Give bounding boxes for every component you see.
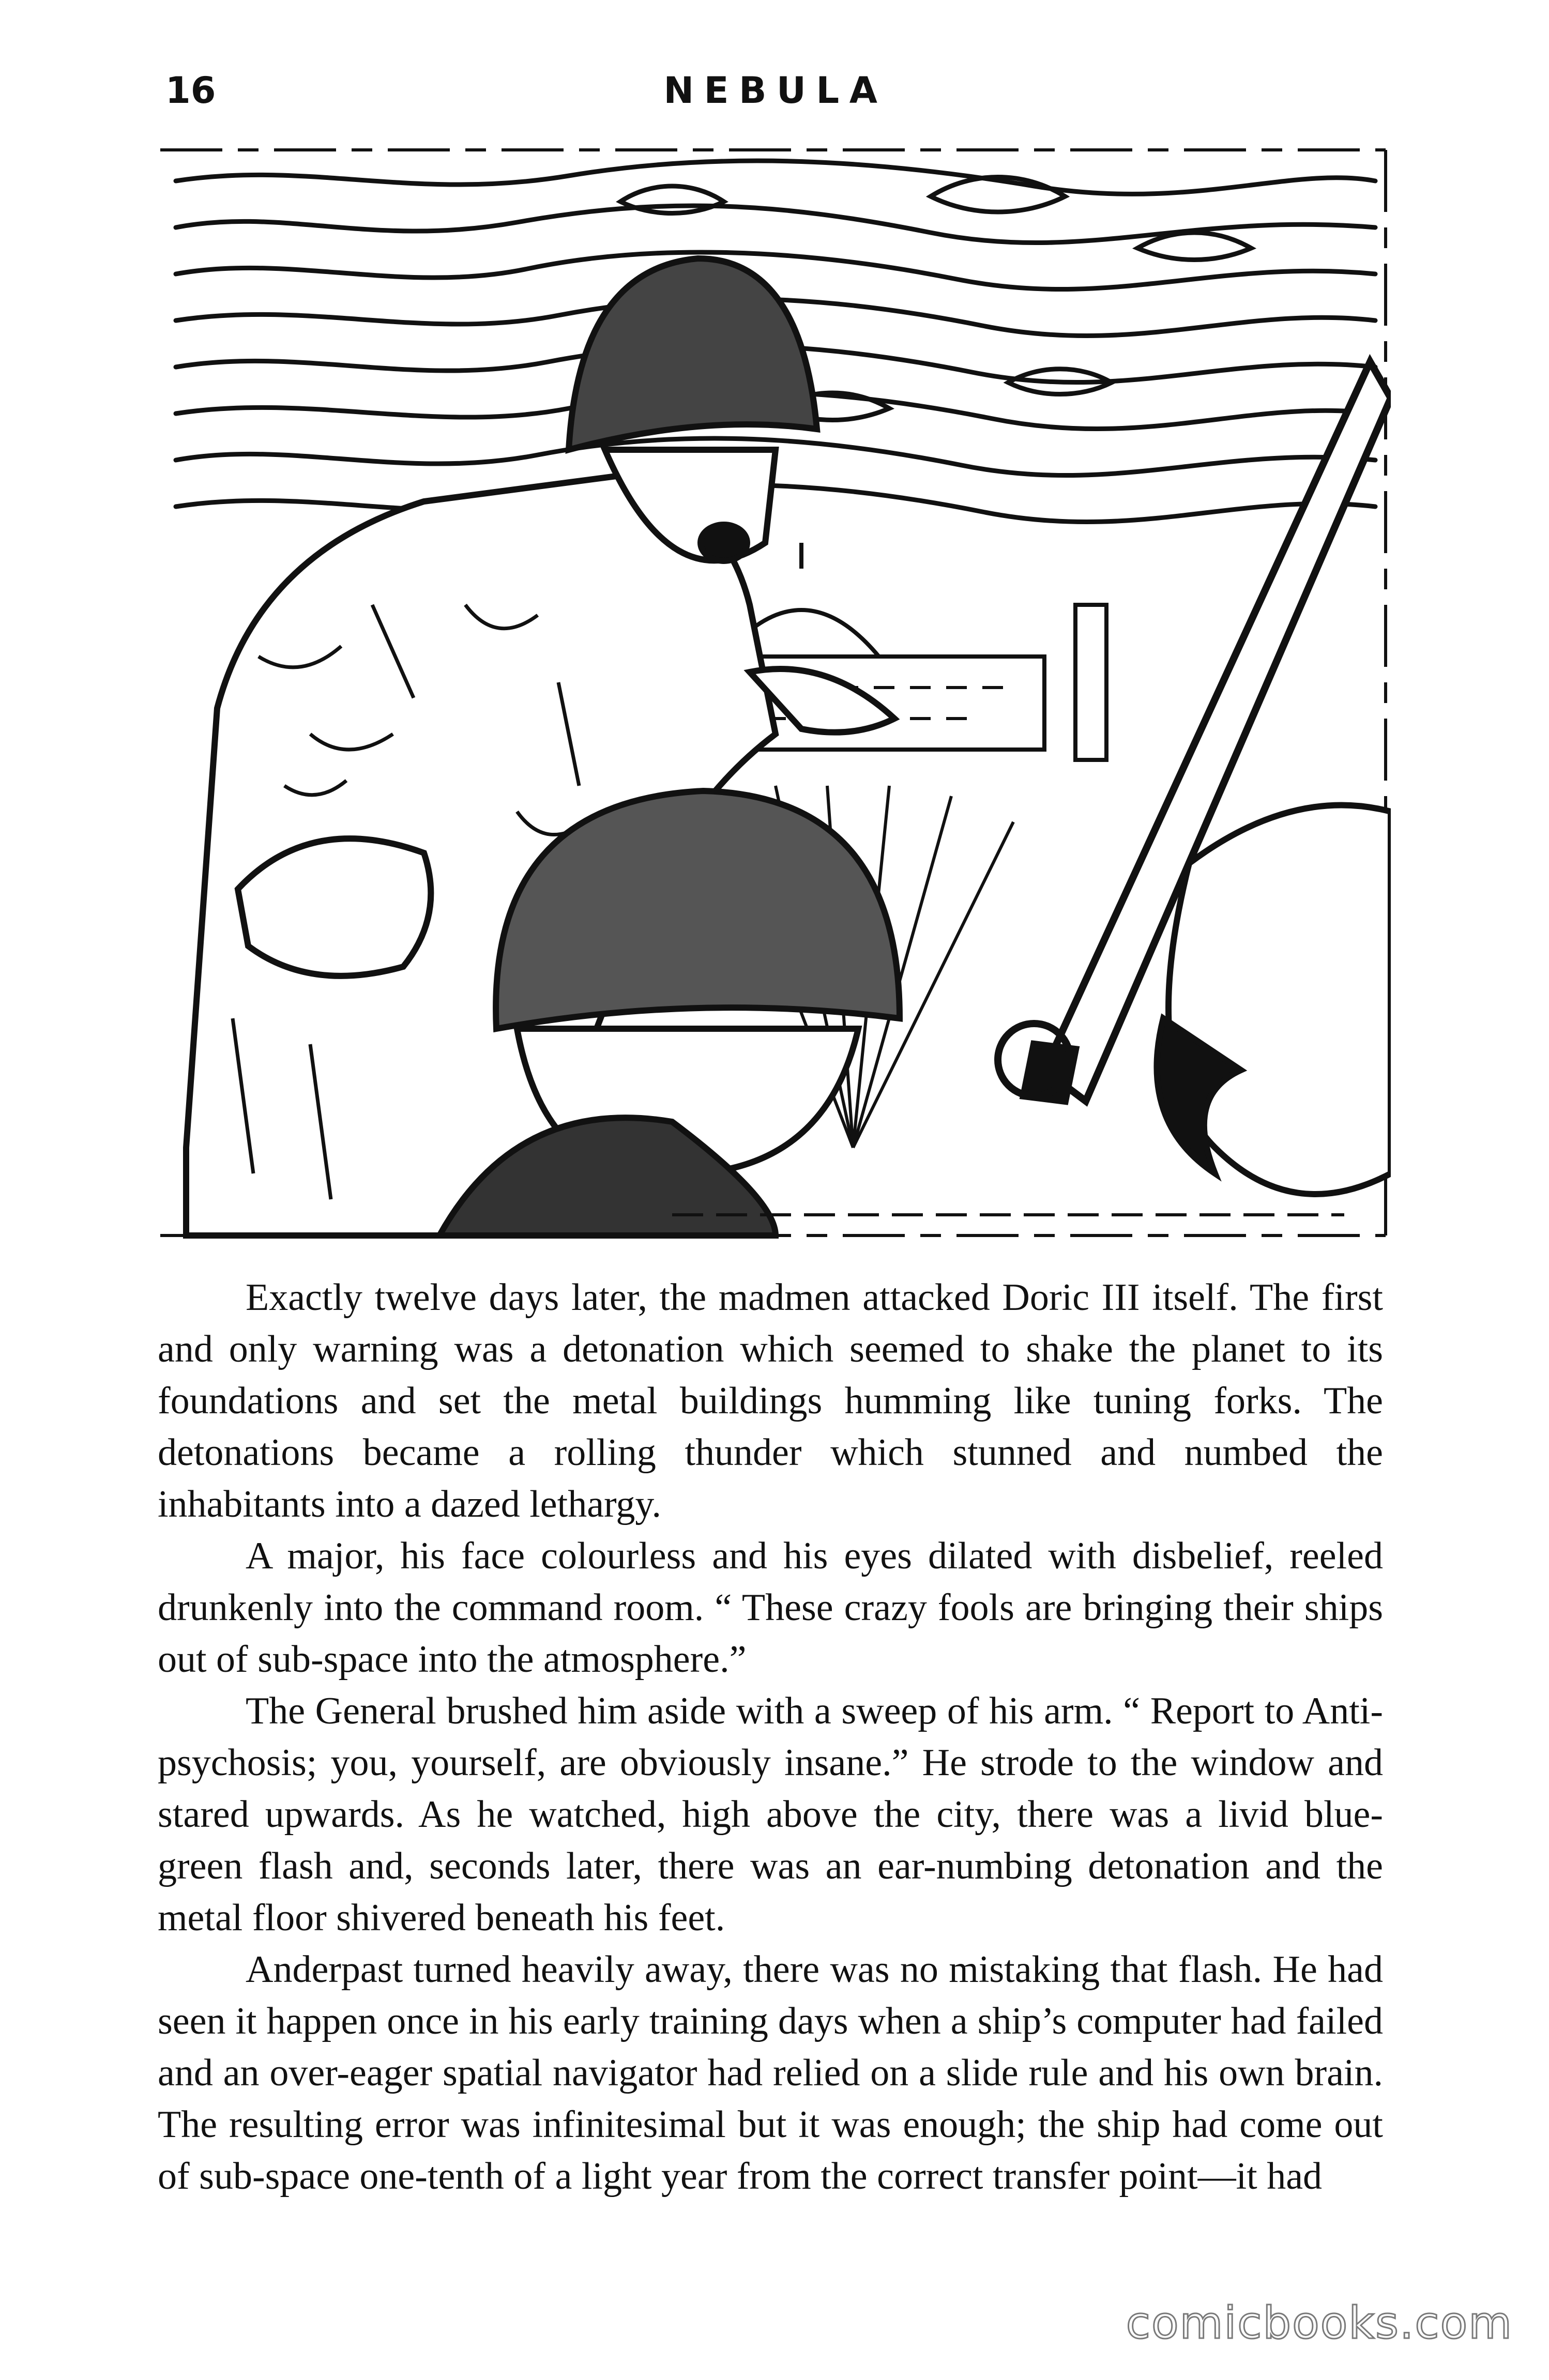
body-text	[158, 1272, 1383, 2202]
watermark: comicbooks.com	[1126, 2297, 1513, 2349]
paragraph: Exactly twelve days later, the madmen attacked Doric III itself. The first and only warning was a detonation which seemed to shake the planet to its foundations and set the metal buildings humming like tuning forks. The detonations became a rolling thunder which stunned and numbed the inhabitants into a dazed lethargy.	[158, 1276, 1383, 1525]
paragraph: A major, his face colourless and his eyes dilated with disbelief, reeled drunkenly into the command room. “ These crazy fools are bringing their ships out of sub-space into the atmosphere.”	[158, 1535, 1383, 1681]
paragraph: The General brushed him aside with a sweep of his arm. “ Report to Anti-psychosis; you, yourself, are obviously insane.” He strode to the window and stared upwards. As he watched, high above the city, there was a livid blue-green flash and, seconds later, there was an ear-numbing detonation and the metal floor shivered beneath his feet.	[158, 1690, 1383, 1939]
page-header	[165, 62, 1386, 119]
running-title: NEBULA	[663, 69, 888, 112]
paragraph: Anderpast turned heavily away, there was no mistaking that flash. He had seen it happen once in his early training days when a ship’s computer had failed and an over-eager spatial navigator had relied on a slide rule and his own brain. The resulting error was infinitesimal but it was enough; the ship had come out of sub-space one-tenth of a light year from the correct transfer point—it had	[158, 1948, 1383, 2198]
page-number: 16	[165, 69, 216, 112]
soldier-with-rifle-illustration-icon	[155, 140, 1391, 1241]
